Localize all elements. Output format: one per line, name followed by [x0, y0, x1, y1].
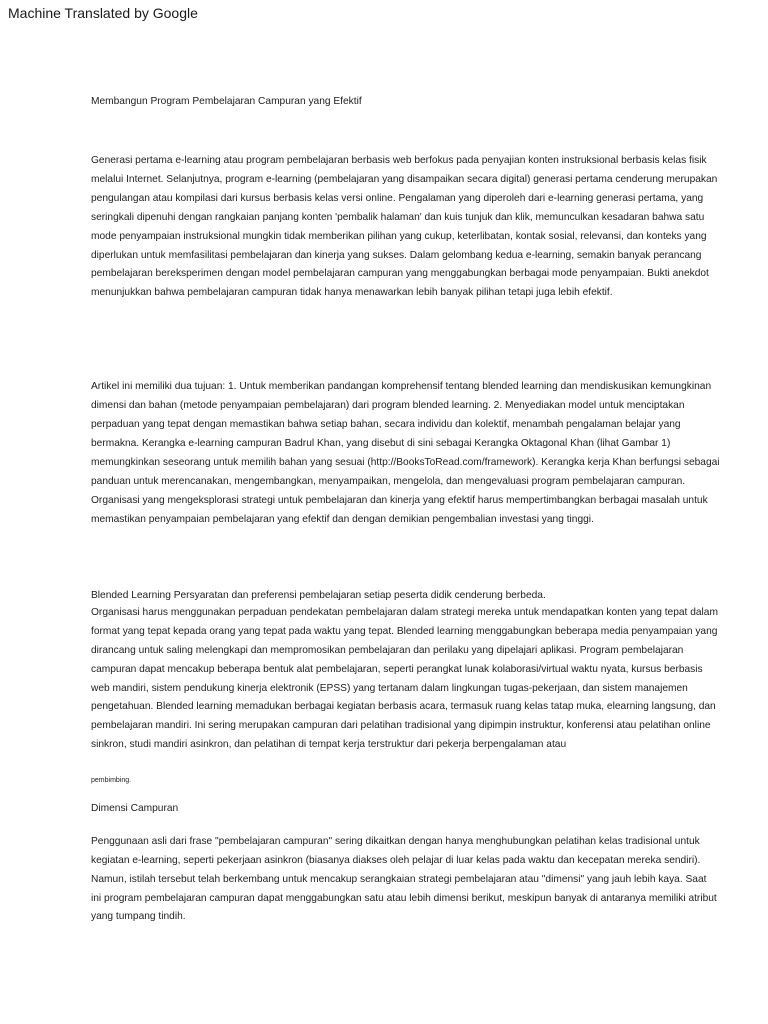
machine-translated-header: Machine Translated by Google: [8, 5, 198, 21]
paragraph-line: pembelajaran bereksperimen dengan model pembelajaran campuran yang menggabungkan berbagai mode penyampaian. Bukti anekdot: [91, 268, 709, 279]
paragraph-line: seringkali dipenuhi dengan rangkaian panjang konten 'pembalik halaman' dan kuis tunjuk dan klik, memunculkan kesadaran bahwa satu: [91, 212, 705, 223]
paragraph-line: memungkinkan seseorang untuk memilih bahan yang sesuai (http://BooksToRead.com/framework). Kerangka kerja Khan berfungsi sebagai: [91, 457, 720, 468]
paragraph-line: sinkron, studi mandiri asinkron, dan pelatihan di tempat kerja terstruktur dari pekerja berpengalaman atau: [91, 739, 567, 750]
paragraph-line: melalui Internet. Selanjutnya, program e-learning (pembelajaran yang disampaikan secara digital) generasi pertama cenderung merupakan: [91, 174, 718, 185]
paragraph-line: ini program pembelajaran campuran dapat menggabungkan satu atau lebih dimensi berikut, meskipun banyak di antaranya memiliki atribut: [91, 893, 717, 904]
paragraph-line: bermakna. Kerangka e-learning campuran Badrul Khan, yang disebut di sini sebagai Kerangka Oktagonal Khan (lihat Gambar 1): [91, 438, 671, 449]
paragraph-line: dirancang untuk saling melengkapi dan mempromosikan pembelajaran dan perilaku yang dipelajari aplikasi. Program pembelajaran: [91, 645, 684, 656]
paragraph-line: Artikel ini memiliki dua tujuan: 1. Untuk memberikan pandangan komprehensif tentang blended learning dan mendiskusikan kemungkinan: [91, 381, 712, 392]
paragraph-line: Blended Learning Persyaratan dan preferensi pembelajaran setiap peserta didik cenderung berbeda.: [91, 590, 546, 601]
paragraph-line: mode penyampaian instruksional mungkin tidak memberikan pilihan yang cukup, keterlibatan, kontak sosial, relevansi, dan konteks yang: [91, 231, 707, 242]
paragraph-line: Generasi pertama e-learning atau program pembelajaran berbasis web berfokus pada penyajian konten instruksional berbasis kelas fisik: [91, 155, 707, 166]
paragraph-line: campuran dapat mencakup beberapa bentuk alat pembelajaran, seperti perangkat lunak kolaborasi/virtual waktu nyata, kursus berbasis: [91, 664, 703, 675]
paragraph-line: Organisasi harus menggunakan perpaduan pendekatan pembelajaran dalam strategi mereka untuk mendapatkan konten yang tepat dalam: [91, 607, 718, 618]
paragraph-line: web mandiri, sistem pendukung kinerja elektronik (EPSS) yang tertanam dalam lingkungan tugas-pekerjaan, dan sistem manajemen: [91, 683, 688, 694]
paragraph-line: yang tumpang tindih.: [91, 911, 186, 922]
paragraph-line: kegiatan e-learning, seperti pekerjaan asinkron (biasanya diakses oleh pelajar di luar kelas pada waktu dan kecepatan mereka sendiri).: [91, 855, 701, 866]
paragraph-line: memastikan penyampaian pembelajaran yang efektif dan dengan demikian pengembalian investasi yang tinggi.: [91, 514, 594, 525]
paragraph-line: pengulangan atau kompilasi dari kursus berbasis kelas versi online. Pengalaman yang diperoleh dari e-learning generasi pertama, yang: [91, 193, 704, 204]
paragraph-line: menunjukkan bahwa pembelajaran campuran tidak hanya menawarkan lebih banyak pilihan tetapi juga lebih efektif.: [91, 287, 613, 298]
paragraph-line: dimensi dan bahan (metode penyampaian pembelajaran) dari program blended learning. 2. Menyediakan model untuk menciptakan: [91, 400, 685, 411]
paragraph-line: perpaduan yang tepat dengan memastikan bahwa setiap bahan, secara individu dan kolektif, menambah pengalaman belajar yang: [91, 419, 681, 430]
section-heading: Dimensi Campuran: [91, 803, 179, 814]
paragraph-line: panduan untuk merencanakan, mengembangkan, menyampaikan, mengelola, dan mengevaluasi program pembelajaran campuran.: [91, 476, 686, 487]
small-trailing-word: pembimbing.: [91, 777, 132, 784]
document-title: Membangun Program Pembelajaran Campuran yang Efektif: [91, 96, 362, 107]
paragraph-line: format yang tepat kepada orang yang tepat pada waktu yang tepat. Blended learning menggabungkan beberapa media penyampaian yang: [91, 626, 718, 637]
paragraph-line: diperlukan untuk memfasilitasi pembelajaran dan kinerja yang sukses. Dalam gelombang kedua e-learning, semakin banyak perancang: [91, 250, 702, 261]
paragraph-line: Penggunaan asli dari frase "pembelajaran campuran" sering dikaitkan dengan hanya menghubungkan pelatihan kelas tradisional untuk: [91, 836, 700, 847]
paragraph-line: pengetahuan. Blended learning memadukan berbagai kegiatan berbasis acara, termasuk ruang kelas tatap muka, elearning langsung, dan: [91, 701, 716, 712]
paragraph-line: Namun, istilah tersebut telah berkembang untuk mencakup serangkaian strategi pembelajaran atau "dimensi" yang jauh lebih kaya. Saat: [91, 874, 707, 885]
paragraph-line: Organisasi yang mengeksplorasi strategi untuk pembelajaran dan kinerja yang efektif harus mempertimbangkan berbagai masalah untuk: [91, 495, 708, 506]
paragraph-line: pembelajaran mandiri. Ini sering merupakan campuran dari pelatihan tradisional yang dipimpin instruktur, konferensi atau pelatihan online: [91, 720, 711, 731]
